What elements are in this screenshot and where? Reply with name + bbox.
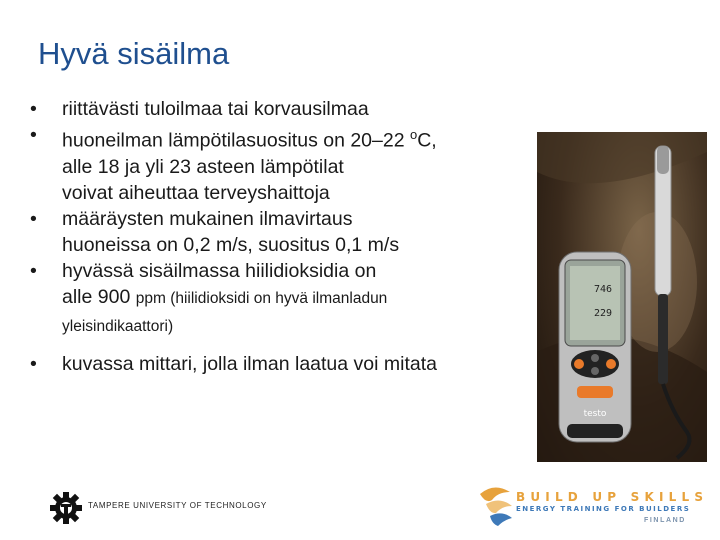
bullet-text: riittävästi tuloilmaa tai korvausilmaa [62, 98, 369, 120]
bullet-item [30, 206, 540, 258]
display-value-top: 746 [593, 284, 612, 295]
bullet-marker: • [30, 259, 37, 282]
bullet-small-text: ppm (hiilidioksidi on hyvä ilmanladun [135, 289, 388, 307]
degree-sup: o [409, 127, 418, 142]
bullet-text-line: voivat aiheuttaa terveyshaittoja [62, 181, 330, 204]
bullet-list [30, 96, 540, 377]
slide-title: Hyvä sisäilma [38, 36, 230, 71]
display-value-bottom: 229 [593, 308, 612, 319]
meter-brand-label: testo [583, 409, 607, 419]
bullet-item [30, 122, 540, 206]
bullet-marker: • [30, 98, 37, 120]
bullet-small-text: yleisindikaattori) [62, 317, 174, 335]
bullet-marker: • [30, 124, 37, 146]
gear-logo-icon [48, 488, 84, 528]
air-quality-meter-illustration [537, 132, 707, 462]
bullet-text: kuvassa mittari, jolla ilman laatua voi mitata [62, 352, 437, 375]
bullet-item [30, 351, 540, 377]
bus-subtitle: ENERGY TRAINING FOR BUILDERS [516, 505, 691, 513]
bullet-text: huoneilman lämpötilasuositus on 20–22 [62, 129, 410, 152]
meter-photo [537, 132, 707, 462]
bullet-text: määräysten mukainen ilmavirtaus [62, 207, 353, 230]
bullet-item [30, 258, 540, 340]
bullet-text-line: alle 18 ja yli 23 asteen lämpötilat [62, 155, 344, 178]
bullet-marker: • [30, 207, 37, 230]
bullet-text-line: alle 900 [62, 285, 136, 308]
bullet-text-line: huoneissa on 0,2 m/s, suositus 0,1 m/s [62, 233, 400, 256]
bullet-text: C, [417, 129, 437, 152]
bus-title: BUILD UP SKILLS [516, 490, 709, 504]
bullet-item [30, 96, 540, 122]
university-name: TAMPERE UNIVERSITY OF TECHNOLOGY [88, 501, 267, 510]
bullet-text: hyvässä sisäilmassa hiilidioksidia on [62, 259, 377, 282]
bus-country: FINLAND [644, 517, 686, 524]
bullet-marker: • [30, 352, 37, 375]
